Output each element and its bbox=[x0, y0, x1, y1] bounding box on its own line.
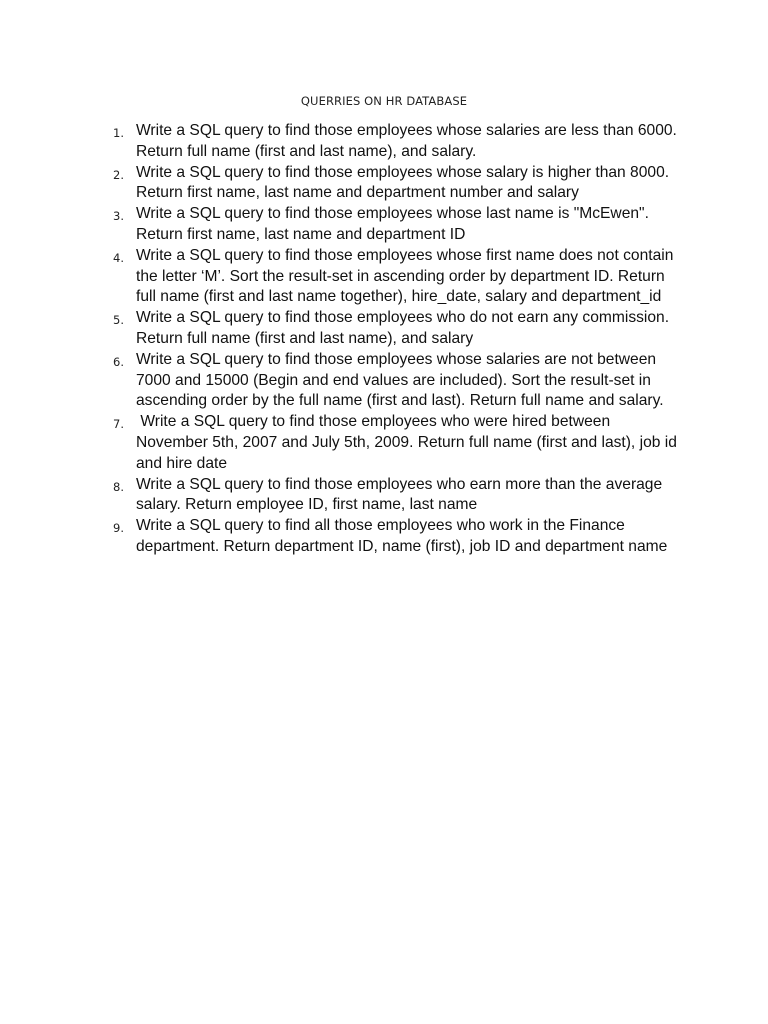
document-title: QUERRIES ON HR DATABASE bbox=[300, 94, 468, 108]
question-item-5 bbox=[0, 308, 768, 350]
question-number: 6. bbox=[113, 354, 124, 369]
question-item-2 bbox=[0, 163, 768, 205]
question-number: 1. bbox=[113, 126, 124, 140]
question-list bbox=[0, 121, 768, 558]
question-item-3 bbox=[0, 204, 768, 246]
question-text: Write a SQL query to find those employees who earn more than the average salary. Return employee ID, first name, last name bbox=[136, 475, 667, 514]
question-text: Write a SQL query to find those employees whose salaries are not between 7000 and 15000 (Begin and end values are included). Sort the result-set in ascending order by the full name (first and last). Return full name and salary. bbox=[136, 350, 664, 410]
question-text: Write a SQL query to find those employees who were hired between November 5th, 2007 and July 5th, 2009. Return full name (first and last), job id and hire date bbox=[136, 413, 682, 472]
question-text: Write a SQL query to find those employees whose salaries are less than 6000. Return full name (first and last name), and salary. bbox=[136, 122, 682, 160]
question-text: Write a SQL query to find those employees who do not earn any commission. Return full name (first and last name), and salary bbox=[136, 309, 674, 347]
question-number: 5. bbox=[113, 313, 124, 328]
question-number: 3. bbox=[113, 209, 124, 224]
question-number: 8. bbox=[113, 479, 124, 494]
question-number: 7. bbox=[113, 417, 124, 432]
question-item-9 bbox=[0, 516, 768, 558]
question-item-8 bbox=[0, 475, 768, 517]
question-text: Write a SQL query to find all those employees who work in the Finance department. Return department ID, name (first), job ID and department name bbox=[136, 517, 668, 555]
question-item-4 bbox=[0, 246, 768, 308]
question-number: 2. bbox=[113, 167, 124, 182]
question-number: 9. bbox=[113, 521, 124, 536]
question-text: Write a SQL query to find those employees whose last name is "McEwen". Return first name, last name and department ID bbox=[136, 205, 654, 243]
question-item-1 bbox=[0, 121, 768, 163]
question-item-7 bbox=[0, 412, 768, 474]
question-item-6 bbox=[0, 350, 768, 412]
question-text: Write a SQL query to find those employees whose salary is higher than 8000. Return first name, last name and department number and salary bbox=[136, 163, 674, 202]
question-number: 4. bbox=[113, 250, 124, 265]
question-text: Write a SQL query to find those employees whose first name does not contain the letter ‘M’. Sort the result-set in ascending order by department ID. Return full name (first and last name together), hire_date, salary and department_id bbox=[136, 246, 678, 306]
